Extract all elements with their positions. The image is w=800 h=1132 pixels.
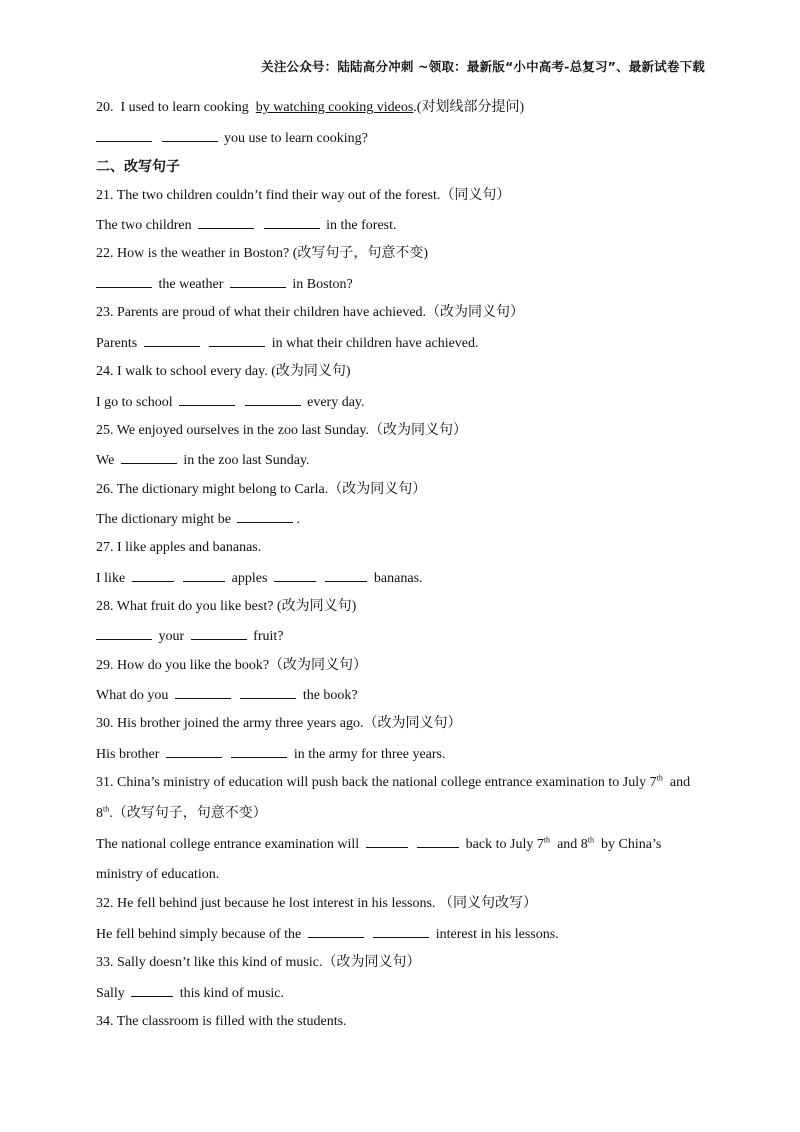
ordinal-suffix: th [587,835,595,845]
answer-blank[interactable] [96,129,152,142]
question-text: 31. China’s ministry of education will push back the national college entrance examination to July 7 [96,775,657,790]
answer-blank[interactable] [245,393,301,406]
answer-25 [96,451,310,470]
answer-blank[interactable] [131,984,173,997]
question-29: 29. How do you like the book?（改为同义句） [96,658,368,673]
answer-text: every day. [307,395,365,410]
answer-blank[interactable] [183,569,225,582]
answer-text: you use to learn cooking? [224,131,368,146]
answer-blank[interactable] [179,393,235,406]
answer-blank[interactable] [230,275,286,288]
answer-blank[interactable] [166,745,222,758]
answer-blank[interactable] [274,569,316,582]
answer-text: in the army for three years. [293,747,446,762]
question-25: 25. We enjoyed ourselves in the zoo last Sunday.（改为同义句） [96,423,467,438]
answer-text: in the zoo last Sunday. [183,453,310,468]
answer-blank[interactable] [144,334,200,347]
answer-text: The dictionary might be [96,512,231,527]
answer-20 [96,129,368,148]
answer-text: bananas. [373,571,423,586]
answer-blank[interactable] [366,835,408,848]
answer-26 [96,510,300,529]
answer-text: He fell behind simply because of the [96,927,302,942]
answer-text: your [158,629,185,644]
answer-23 [96,334,479,353]
answer-text: fruit? [253,629,284,644]
answer-blank[interactable] [191,627,247,640]
answer-blank[interactable] [231,745,287,758]
answer-text: and 8 [557,837,588,852]
answer-text: this kind of music. [179,986,285,1001]
answer-blank[interactable] [121,451,177,464]
answer-text: His brother [96,747,160,762]
question-24: 24. I walk to school every day. (改为同义句) [96,364,351,379]
answer-blank[interactable] [264,216,320,229]
answer-text: the book? [302,688,358,703]
question-33: 33. Sally doesn’t like this kind of music.（改为同义句） [96,955,421,970]
question-instruction: .（改写句子，句意不变） [109,806,267,821]
question-22: 22. How is the weather in Boston? (改写句子，句意不变) [96,246,429,261]
question-31-cont [96,805,267,823]
answer-text: I go to school [96,395,173,410]
question-23: 23. Parents are proud of what their children have achieved.（改为同义句） [96,305,525,320]
question-21: 21. The two children couldn’t find their way out of the forest.（同义句） [96,188,511,203]
answer-text: interest in his lessons. [435,927,559,942]
answer-text: Sally [96,986,125,1001]
answer-blank[interactable] [325,569,367,582]
question-instruction: .(对划线部分提问) [413,100,525,115]
underlined-phrase: by watching cooking videos [255,100,414,115]
answer-31 [96,835,661,854]
answer-29 [96,686,358,705]
page-header: 关注公众号：陆陆高分冲刺 ~领取：最新版“小中高考-总复习”、最新试卷下载 [261,59,705,74]
answer-text: I like [96,571,126,586]
answer-text: in Boston? [292,277,353,292]
answer-28 [96,627,284,646]
question-27: 27. I like apples and bananas. [96,540,262,555]
answer-33 [96,984,284,1003]
answer-blank[interactable] [308,925,364,938]
answer-text: We [96,453,115,468]
answer-blank[interactable] [417,835,459,848]
answer-text: apples [231,571,268,586]
answer-30 [96,745,446,764]
answer-blank[interactable] [209,334,265,347]
answer-21 [96,216,397,235]
question-31 [96,774,690,792]
answer-text: Parents [96,336,138,351]
answer-blank[interactable] [162,129,218,142]
question-number: 20. [96,100,114,115]
question-text: and [669,775,691,790]
answer-text: by China’s [601,837,662,852]
question-20 [96,99,524,117]
answer-text: in what their children have achieved. [271,336,479,351]
question-26: 26. The dictionary might belong to Carla.（改为同义句） [96,482,427,497]
answer-blank[interactable] [198,216,254,229]
answer-27 [96,569,423,588]
question-34: 34. The classroom is filled with the students. [96,1014,347,1029]
question-text: 8 [96,806,103,821]
question-28: 28. What fruit do you like best? (改为同义句) [96,599,357,614]
answer-blank[interactable] [96,627,152,640]
answer-22 [96,275,353,294]
answer-text: . [296,512,300,527]
question-32: 32. He fell behind just because he lost interest in his lessons. （同义句改写） [96,896,537,911]
answer-blank[interactable] [237,510,293,523]
answer-text: The national college entrance examination will [96,837,360,852]
answer-blank[interactable] [175,686,231,699]
answer-blank[interactable] [132,569,174,582]
ordinal-suffix: th [543,835,551,845]
section-title: 二、改写句子 [96,159,180,175]
answer-text: The two children [96,218,192,233]
answer-text: in the forest. [326,218,397,233]
question-30: 30. His brother joined the army three years ago.（改为同义句） [96,716,462,731]
answer-31-cont: ministry of education. [96,867,220,882]
ordinal-suffix: th [656,773,663,783]
question-text: I used to learn cooking [120,100,249,115]
answer-blank[interactable] [373,925,429,938]
answer-blank[interactable] [96,275,152,288]
answer-blank[interactable] [240,686,296,699]
ordinal-suffix: th [103,804,110,814]
answer-text: the weather [158,277,224,292]
answer-text: What do you [96,688,169,703]
answer-32 [96,925,559,944]
answer-24 [96,393,365,412]
answer-text: back to July 7 [465,837,544,852]
